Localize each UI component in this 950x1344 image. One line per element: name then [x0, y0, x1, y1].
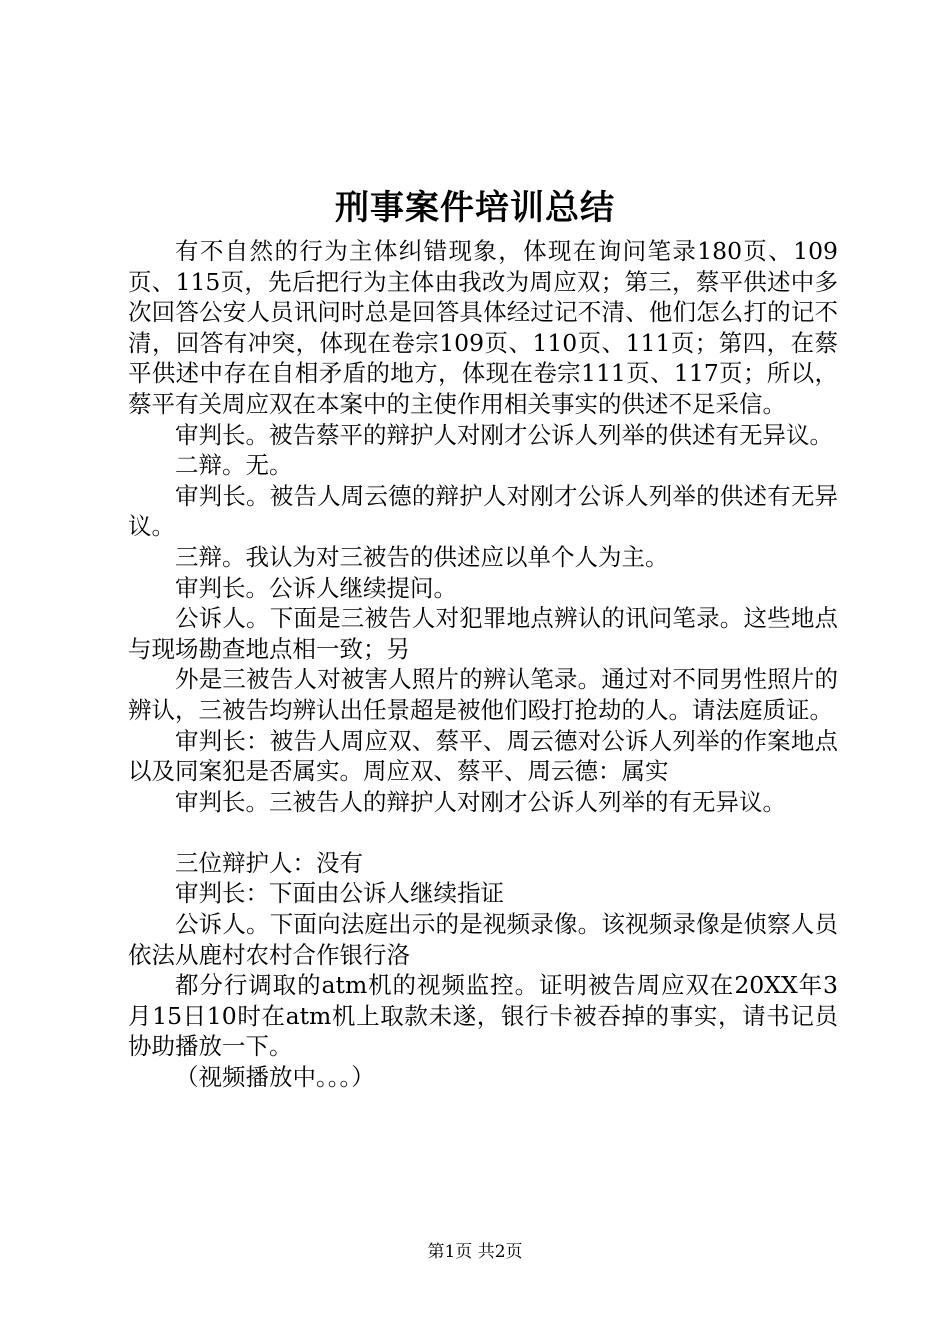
paragraph: 审判长。被告蔡平的辩护人对刚才公诉人列举的供述有无异议。	[175, 420, 833, 449]
paragraph: （视频播放中。。。）	[175, 1063, 375, 1092]
document-body	[128, 236, 838, 1093]
paragraph: 审判长。三被告人的辩护人对刚才公诉人列举的有无异议。	[175, 787, 786, 816]
paragraph: 审判长：被告人周应双、蔡平、周云德对公诉人列举的作案地点以及同案犯是否属实。周应双、蔡平、周云德：属实	[128, 726, 838, 786]
paragraph: 都分行调取的atm机的视频监控。证明被告周应双在20XX年3月15日10时在atm机上取款未遂，银行卡被吞掉的事实，请书记员协助播放一下。	[128, 971, 838, 1061]
document-title: 刑事案件培训总结	[335, 188, 615, 228]
paragraph: 三辩。我认为对三被告的供述应以单个人为主。	[175, 542, 669, 571]
paragraph: 公诉人。下面向法庭出示的是视频录像。该视频录像是侦察人员依法从鹿村农村合作银行洛	[128, 910, 838, 969]
paragraph: 有不自然的行为主体纠错现象，体现在询问笔录180页、109页、115页，先后把行为主体由我改为周应双；第三，蔡平供述中多次回答公安人员讯问时总是回答具体经过记不清、他们怎么打的记不清，回答有冲突，体现在卷宗109页、110页、111页；第四，在蔡平供述中存在自相矛盾的地方，体现在卷宗111页、117页；所以，蔡平有关周应双在本案中的主使作用相关事实的供述不足采信。	[128, 237, 838, 418]
paragraph: 审判长：下面由公诉人继续指证	[175, 879, 504, 908]
paragraph: 外是三被告人对被害人照片的辨认笔录。通过对不同男性照片的辨认，三被告均辨认出任景超是被他们殴打抢劫的人。请法庭质证。	[128, 665, 838, 724]
paragraph: 审判长。被告人周云德的辩护人对刚才公诉人列举的供述有无异议。	[128, 481, 838, 541]
blank-line	[128, 817, 838, 848]
paragraph: 三位辩护人：没有	[175, 848, 363, 877]
paragraph: 公诉人。下面是三被告人对犯罪地点辨认的讯问笔录。这些地点与现场勘查地点相一致；另	[128, 604, 838, 663]
paragraph: 二辩。无。	[175, 451, 293, 480]
paragraph: 审判长。公诉人继续提问。	[175, 573, 457, 602]
page-footer: 第1页 共2页	[427, 1242, 523, 1262]
